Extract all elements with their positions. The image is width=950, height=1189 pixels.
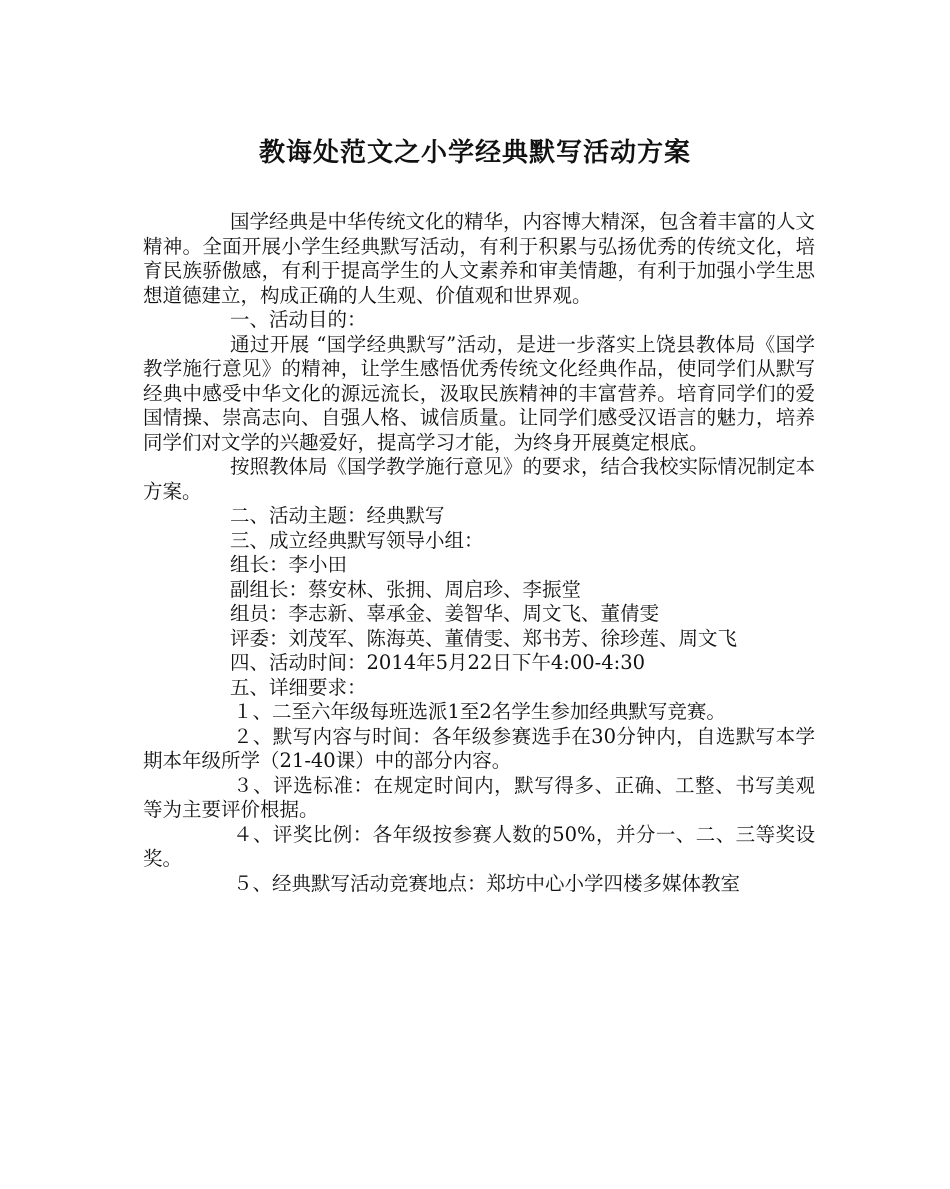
requirement-item: ３、评选标准：在规定时间内，默写得多、正确、工整、书写美观等为主要评价根据。 (143, 773, 815, 821)
document-title: 教诲处范文之小学经典默写活动方案 (258, 138, 691, 168)
section-heading-leadership: 三、成立经典默写领导小组： (230, 528, 484, 552)
section-heading-time: 四、活动时间：2014年5月22日下午4:00-4:30 (230, 651, 646, 674)
section-heading-requirements: 五、详细要求： (230, 675, 367, 699)
leader-line: 组长：李小田 (230, 553, 348, 576)
document-body (143, 210, 815, 896)
requirement-item: １、二至六年级每班选派1至2名学生参加经典默写竞赛。 (233, 700, 726, 723)
members-line: 组员：李志新、辜承金、姜智华、周文飞、董倩雯 (230, 602, 660, 625)
judges-line: 评委：刘茂军、陈海英、董倩雯、郑书芳、徐珍莲、周文飞 (230, 626, 738, 650)
purpose-paragraph: 通过开展 “国学经典默写”活动，是进一步落实上饶县教体局《国学教学施行意见》的精神，让学生感悟优秀传统文化经典作品，使同学们从默写经典中感受中华文化的源远流长，汲取民族精神的丰富营养。培育同学们的爱国情操、崇高志向、自强人格、诚信质量。让同学们感受汉语言的魅力，培养同学们对文学的兴趣爱好，提高学习才能，为终身开展奠定根底。 (143, 332, 815, 454)
intro-paragraph: 国学经典是中华传统文化的精华，内容博大精深，包含着丰富的人文精神。全面开展小学生经典默写活动，有利于积累与弘扬优秀的传统文化，培育民族骄傲感，有利于提高学生的人文素养和审美情趣，有利于加强小学生思想道德建立，构成正确的人生观、价值观和世界观。 (143, 210, 816, 307)
deputy-leader-line: 副组长：蔡安林、张拥、周启珍、李振堂 (230, 577, 582, 601)
plan-basis-paragraph: 按照教体局《国学教学施行意见》的要求，结合我校实际情况制定本方案。 (143, 455, 816, 503)
requirement-item: ２、默写内容与时间：各年级参赛选手在30分钟内，自选默写本学期本年级所学（21-40课）中的部分内容。 (143, 724, 815, 772)
section-heading-purpose: 一、活动目的： (230, 308, 367, 331)
section-heading-theme: 二、活动主题：经典默写 (230, 504, 445, 527)
requirement-item: ５、经典默写活动竞赛地点：郑坊中心小学四楼多媒体教室 (233, 871, 741, 895)
requirement-item: ４、评奖比例：各年级按参赛人数的50%，并分一、二、三等奖设奖。 (143, 822, 815, 870)
